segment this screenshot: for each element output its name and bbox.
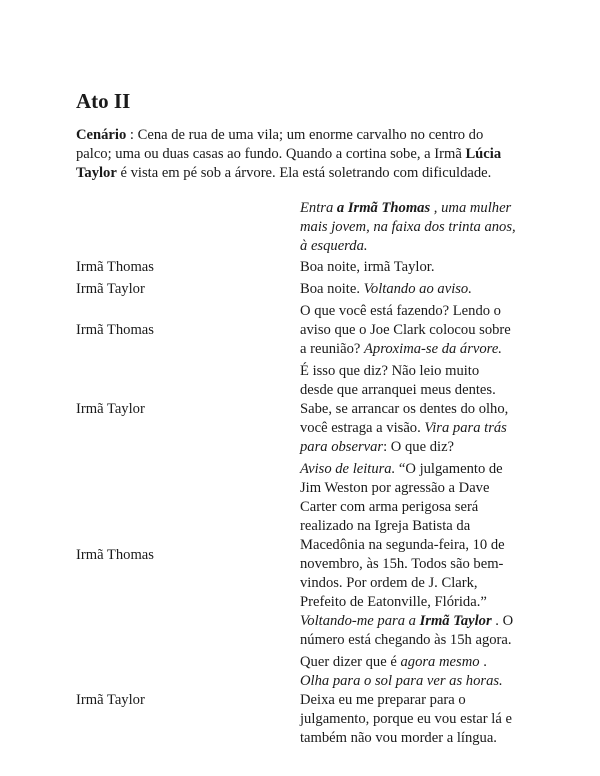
stage-direction: Voltando-me para a (300, 613, 420, 629)
dialogue-row (76, 302, 536, 359)
stage-direction-row (76, 199, 536, 256)
act-heading: Ato II (76, 89, 131, 113)
speaker-name: Irmã Taylor (76, 281, 145, 297)
character-name: Lúcia Taylor (76, 146, 502, 181)
dialogue-line: Boa noite. Voltando ao aviso. (300, 281, 472, 297)
stage-direction: Aproxima-se da árvore. (364, 341, 502, 357)
emphasis: agora mesmo (400, 654, 480, 670)
speaker-name: Irmã Taylor (76, 401, 145, 417)
dialogue-line: Boa noite, irmã Taylor. (300, 259, 435, 275)
dialogue-table (76, 199, 536, 751)
dialogue-row (76, 460, 536, 650)
stage-direction: Voltando ao aviso. (363, 281, 472, 297)
stage-direction: Vira para trás para observar (300, 420, 507, 455)
dialogue-row (76, 258, 536, 277)
speaker-name: Irmã Thomas (76, 259, 154, 275)
dialogue-line: Quer dizer que é agora mesmo . Olha para o sol para ver as horas. Deixa eu me preparar para o julgamento, porque eu vou estar lá e também não vou morder a língua. (300, 654, 512, 746)
character-name: Irmã Taylor (419, 613, 492, 629)
dialogue-row (76, 362, 536, 457)
scene-label: Cenário (76, 127, 127, 143)
dialogue-line: É isso que diz? Não leio muito desde que arranquei meus dentes. Sabe, se arrancar os dentes do olho, você estraga a visão. Vira para trás para observar: O que diz? (300, 363, 509, 455)
dialogue-row (76, 280, 536, 299)
dialogue-row (76, 653, 536, 748)
speaker-name: Irmã Taylor (76, 692, 145, 708)
speaker-name: Irmã Thomas (76, 322, 154, 338)
stage-direction: Aviso de leitura. (300, 461, 396, 477)
dialogue-line: Aviso de leitura. “O julgamento de Jim Weston por agressão a Dave Carter com arma perigosa será realizado na Igreja Batista da Macedônia na segunda-feira, 10 de novembro, às 15h. Todos são bem-vindos. Por ordem de J. Clark, Prefeito de Eatonville, Flórida.” Voltando-me para a Irmã Taylor . O número está chegando às 15h agora. (300, 461, 514, 648)
dialogue-line: O que você está fazendo? Lendo o aviso que o Joe Clark colocou sobre a reunião? Aproxima-se da árvore. (300, 303, 511, 357)
stage-direction: Entra a Irmã Thomas , uma mulher mais jovem, na faixa dos trinta anos, à esquerda. (300, 200, 516, 254)
stage-direction: Olha para o sol para ver as horas. (300, 673, 503, 689)
scene-description: Cenário : Cena de rua de uma vila; um enorme carvalho no centro do palco; uma ou duas casas ao fundo. Quando a cortina sobe, a Irmã Lúcia Taylor é vista em pé sob a árvore. Ela está soletrando com dificuldade. (76, 127, 502, 181)
speaker-name: Irmã Thomas (76, 546, 154, 563)
